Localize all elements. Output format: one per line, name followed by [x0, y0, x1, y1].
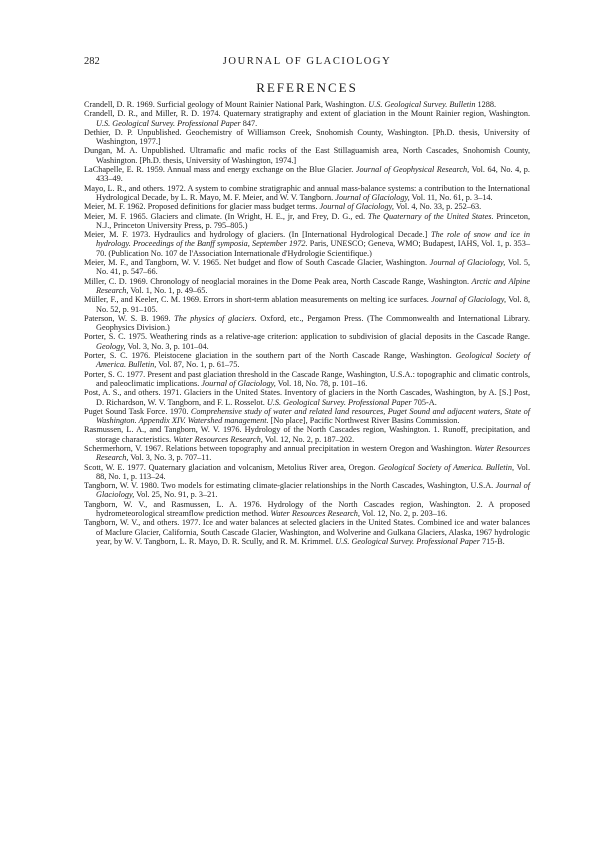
- reference-entry: [84, 146, 530, 165]
- reference-body: Annual mass and energy exchange on the Blue Glacier.: [167, 165, 354, 175]
- reference-details: Vol. 4, No. 33, p. 252–63.: [395, 202, 482, 212]
- reference-details: Paris, UNESCO; Geneva, WMO; Budapest, IAHS, Vol. 1, p. 353–70. (Publication No. 107 de l'Association Internationale d'Hydrologie Scientifique.): [96, 239, 530, 258]
- reference-entry: [84, 258, 530, 277]
- reference-author: Meier, M. F., and Tangborn, W. V.: [84, 258, 200, 268]
- reference-author: Post, A. S., and others.: [84, 388, 161, 398]
- reference-year: 1962.: [127, 202, 146, 212]
- reference-source: Geology,: [96, 341, 126, 351]
- reference-body: Weathering rinds as a relative-age criterion: application to subdivision of glacial deposits in the Cascade Range.: [149, 332, 530, 342]
- reference-body: Quaternary glaciation and volcanism, Metolius River area, Oregon.: [148, 462, 376, 472]
- reference-source: Arctic and Alpine Research,: [96, 276, 530, 295]
- reference-details: [No place], Pacific Northwest River Basins Commission.: [270, 416, 460, 426]
- reference-entry: [84, 184, 530, 203]
- reference-details: Vol. 12, No. 2, p. 187–202.: [264, 434, 355, 444]
- reference-source: Journal of Glaciology,: [335, 192, 410, 202]
- reference-entry: [84, 500, 530, 519]
- reference-author: Tangborn, W. V., and others.: [84, 518, 180, 528]
- reference-author: Schermerhorn, V.: [84, 443, 143, 453]
- reference-entry: [84, 230, 530, 258]
- reference-year: 1970.: [169, 406, 189, 416]
- reference-author: Puget Sound Task Force.: [84, 406, 168, 416]
- reference-year: Unpublished.: [137, 127, 182, 137]
- reference-entry: [84, 444, 530, 463]
- reference-author: Meier, M. F.: [84, 202, 125, 212]
- reference-author: Crandell, D. R., and Miller, R. D.: [84, 109, 200, 119]
- reference-body: Geochemistry of Williamson Creek, Snohomish County, Washington. [Ph.D. thesis, University of Washington, 1977.]: [96, 127, 531, 147]
- reference-year: 1974.: [202, 109, 221, 119]
- reference-author: Dungan, M. A.: [84, 146, 138, 156]
- reference-details: Vol. 8, No. 52, p. 91–105.: [96, 295, 531, 314]
- reference-year: 1976.: [222, 425, 242, 435]
- reference-details: Vol. 64, No. 4, p. 433–49.: [96, 165, 530, 184]
- reference-year: 1967.: [144, 443, 164, 453]
- reference-entry: [84, 202, 530, 211]
- reference-year: 1971.: [163, 388, 182, 398]
- reference-source: U.S. Geological Survey. Bulletin: [368, 100, 476, 109]
- reference-year: 1973.: [131, 230, 151, 240]
- reference-body: Glaciers and climate. (In Wright, H. E., jr, and Frey, D. G., ed.: [150, 211, 366, 221]
- reference-year: 1969.: [182, 295, 202, 305]
- page-number: 282: [84, 56, 100, 67]
- section-title: REFERENCES: [256, 80, 358, 95]
- reference-year: 1977.: [127, 462, 146, 472]
- reference-source: Journal of Geophysical Research,: [355, 165, 470, 175]
- reference-author: Porter, S. C.: [84, 351, 128, 361]
- reference-source: Journal of Glaciology,: [319, 202, 394, 212]
- reference-details: Vol. 25, No. 91, p. 3–21.: [136, 490, 218, 500]
- reference-details: 705-A.: [413, 397, 437, 407]
- reference-author: Scott, W. E.: [84, 462, 125, 472]
- reference-source: Water Resources Research,: [173, 434, 263, 444]
- reference-year: 1980.: [140, 481, 159, 491]
- reference-entry: [84, 165, 530, 184]
- reference-body: A system to combine stratigraphic and annual mass-balance systems: a contribution to the International Hydrological Decade, by L. R. Mayo, M. F. Meier, and W. V. Tangborn.: [96, 183, 530, 202]
- reference-source: U.S. Geological Survey. Professional Paper: [266, 397, 412, 407]
- reference-entry: [84, 332, 530, 351]
- reference-details: Vol. 18, No. 78, p. 101–16.: [277, 378, 368, 388]
- reference-details: Vol. 87, No. 1, p. 61–75.: [158, 360, 240, 370]
- reference-list: [84, 100, 530, 546]
- reference-body: Hydraulics and hydrology of glaciers. (In [International Hydrological Decade.]: [153, 230, 428, 240]
- reference-details: Vol. 11, No. 61, p. 3–14.: [411, 192, 493, 202]
- reference-year: 1976.: [131, 351, 151, 361]
- reference-author: Crandell, D. R.: [84, 100, 135, 109]
- reference-details: Vol. 1, No. 1, p. 49–65.: [130, 285, 208, 295]
- reference-entry: [84, 128, 530, 147]
- reference-source: The Quaternary of the United States.: [367, 211, 494, 221]
- reference-entry: [84, 109, 530, 128]
- reference-source: Geological Society of America. Bulletin,: [378, 462, 515, 472]
- reference-year: 1976.: [243, 499, 262, 509]
- reference-details: Oxford, etc., Pergamon Press. (The Commonwealth and International Library. Geophysics Division.): [96, 313, 530, 333]
- reference-author: Paterson, W. S. B.: [84, 313, 149, 323]
- reference-source: Journal of Glaciology,: [201, 378, 276, 388]
- reference-year: 1975.: [128, 332, 148, 342]
- reference-entry: [84, 518, 530, 546]
- reference-entry: [84, 295, 530, 314]
- reference-author: LaChapelle, E. R.: [84, 165, 144, 175]
- reference-body: Glaciers in the United States. Inventory of glaciers in the North Cascades, Washington, by A. [S.] Post, D. Richardson, W. V. Tangborn, and F. L. Rosselot.: [96, 388, 531, 407]
- reference-entry: [84, 407, 530, 426]
- reference-details: Vol. 12, No. 2, p. 203–16.: [361, 509, 448, 519]
- reference-details: Vol. 5, No. 41, p. 547–66.: [96, 258, 531, 277]
- reference-author: Meier, M. F.: [84, 230, 129, 240]
- reference-year: 1965.: [202, 258, 222, 268]
- reference-body: Two models for estimating climate-glacier relationships in the North Cascades, Washington, U.S.A.: [161, 481, 494, 491]
- reference-details: 715-B.: [481, 536, 505, 546]
- reference-source: Water Resources Research,: [96, 443, 531, 463]
- reference-entry: [84, 351, 530, 370]
- reference-source: Geological Society of America. Bulletin,: [96, 351, 530, 370]
- reference-entry: [84, 425, 530, 444]
- reference-author: Tangborn, W. V.: [84, 481, 138, 491]
- reference-year: Unpublished.: [141, 146, 186, 156]
- reference-year: 1969.: [129, 276, 148, 286]
- journal-title: JOURNAL OF GLACIOLOGY: [222, 56, 392, 67]
- reference-source: U.S. Geological Survey. Professional Paper: [335, 536, 480, 546]
- reference-year: 1972.: [167, 183, 186, 193]
- reference-details: Vol. 88, No. 1, p. 113–24.: [96, 462, 531, 481]
- reference-body: Proposed definitions for glacier mass budget terms.: [147, 202, 318, 212]
- reference-author: Rasmussen, L. A., and Tangborn, W. V.: [84, 425, 220, 435]
- reference-entry: [84, 463, 530, 482]
- reference-body: Relations between topography and annual precipitation in western Oregon and Washington.: [165, 443, 473, 453]
- reference-details: Vol. 3, No. 3, p. 707–11.: [130, 453, 212, 463]
- reference-details: 1288.: [477, 100, 497, 109]
- reference-details: Princeton, N.J., Princeton University Press, p. 795–805.): [96, 211, 531, 230]
- reference-body: Pleistocene glaciation in the southern part of the North Cascade Range, Washington.: [153, 351, 452, 361]
- reference-author: Dethier, D. P.: [84, 127, 133, 137]
- reference-author: Müller, F., and Keeler, C. M.: [84, 295, 181, 305]
- reference-body: Hydrology of the North Cascades region, Washington. 2. A proposed hydrometeorological streamflow prediction method.: [96, 499, 531, 519]
- reference-entry: [84, 314, 530, 333]
- reference-entry: [84, 370, 530, 389]
- reference-author: Tangborn, W. V., and Rasmussen, L. A.: [84, 499, 238, 509]
- reference-body: Quaternary stratigraphy and extent of glaciation in the Mount Rainier region, Washington.: [223, 109, 531, 119]
- reference-details: 847.: [242, 118, 258, 128]
- reference-body: Net budget and flow of South Cascade Glacier, Washington.: [223, 258, 428, 268]
- reference-source: The physics of glaciers.: [174, 313, 257, 323]
- reference-entry: [84, 100, 530, 109]
- reference-year: 1969.: [152, 313, 171, 323]
- reference-author: Porter, S. C.: [84, 369, 125, 379]
- reference-author: Porter, S. C.: [84, 332, 126, 342]
- reference-year: 1977.: [181, 518, 201, 528]
- reference-source: Journal of Glaciology,: [96, 481, 531, 500]
- reference-source: U.S. Geological Survey. Professional Paper: [96, 118, 241, 128]
- reference-year: 1959.: [146, 165, 165, 175]
- reference-year: 1977.: [126, 369, 146, 379]
- reference-source: Journal of Glaciology,: [431, 295, 507, 305]
- reference-entry: [84, 481, 530, 500]
- reference-body: Surficial geology of Mount Rainier National Park, Washington.: [156, 100, 367, 109]
- reference-year: 1969.: [136, 100, 155, 109]
- reference-body: Ultramafic and mafic rocks of the East Stillaguamish area, North Cascades, Snohomish County, Washington. [Ph.D. thesis, University of Washington, 1974.]: [96, 146, 531, 165]
- reference-source: Water Resources Research,: [270, 509, 360, 519]
- reference-year: 1965.: [129, 211, 148, 221]
- reference-body: Hydrology of the North Cascades region, Washington. 1. Runoff, precipitation, and storage characteristics.: [96, 425, 531, 444]
- reference-entry: [84, 277, 530, 296]
- reference-author: Meier, M. F.: [84, 211, 127, 221]
- reference-body: Chronology of neoglacial moraines in the Dome Peak area, North Cascade Range, Washington.: [150, 276, 470, 286]
- reference-body: Present and past glaciation threshold in the Cascade Range, Washington, U.S.A.: topographic and climatic controls, and paleoclimatic implications.: [96, 369, 531, 388]
- reference-source: The role of snow and ice in hydrology. Proceedings of the Banff symposia, September 1972.: [96, 230, 531, 249]
- reference-author: Mayo, L. R., and others.: [84, 183, 165, 193]
- reference-body: Ice and water balances at selected glaciers in the United States. Combined ice and water balances of Maclure Glacier, California, South Cascade Glacier, Washington, and Wolverine and Gulkana Glaciers, Alaska, 1967 hydrologic year, by W. V. Tangborn, L. R. Mayo, D. R. Scully, and R. M. Krimmel.: [96, 518, 531, 546]
- reference-body: Errors in short-term ablation measurements on melting ice surfaces.: [203, 295, 429, 305]
- reference-source: Comprehensive study of water and related land resources, Puget Sound and adjacent waters, State of Washington. Appendix XIV. Watershed management.: [96, 406, 531, 426]
- reference-source: Journal of Glaciology,: [429, 258, 506, 268]
- reference-entry: [84, 212, 530, 231]
- reference-entry: [84, 388, 530, 407]
- reference-details: Vol. 3, No. 3, p. 101–04.: [127, 341, 209, 351]
- reference-author: Miller, C. D.: [84, 276, 127, 286]
